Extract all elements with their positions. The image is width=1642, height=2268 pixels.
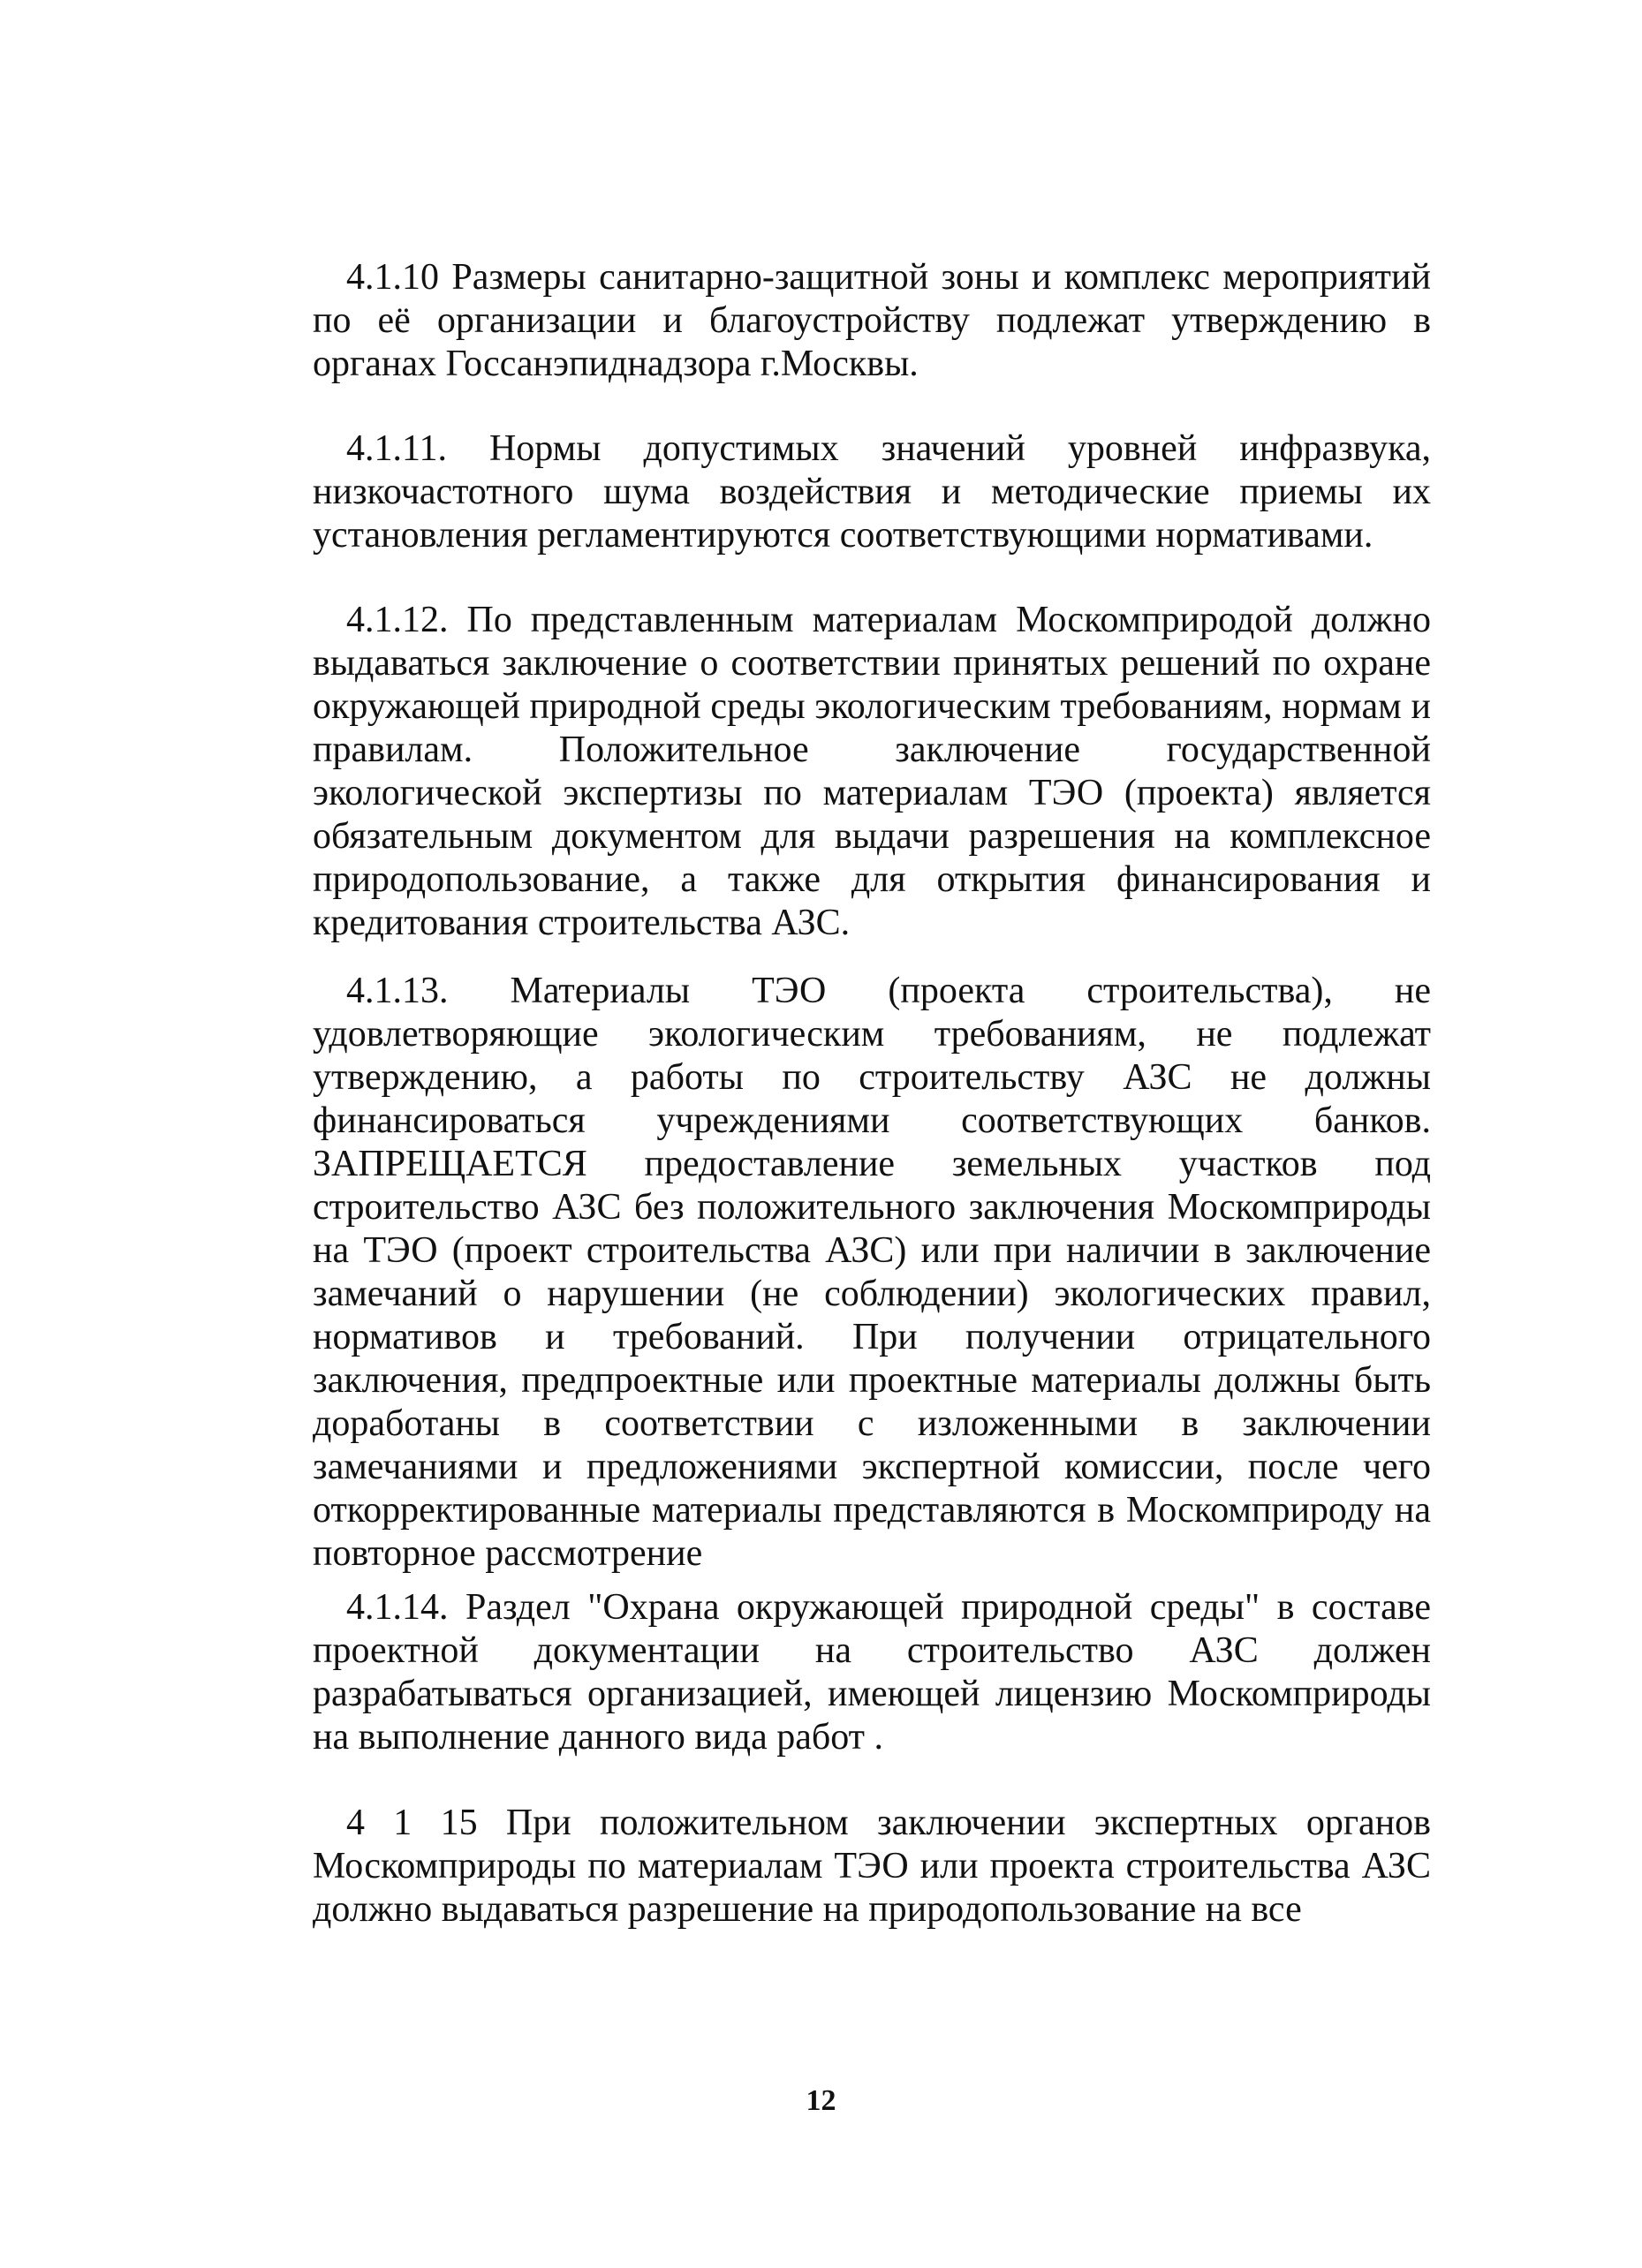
paragraph-text: 4.1.11. Нормы допустимых значений уровней инфразвука, низкочастотного шума воздействия и методические приемы их установления регламентируются соответствующими нормативами.: [313, 428, 1431, 556]
paragraph-4-1-13: [313, 970, 1431, 1576]
paragraph-4-1-15: [313, 1802, 1431, 1932]
paragraph-text: 4 1 15 При положительном заключении экспертных органов Москомприроды по материалам ТЭО или проекта строительства АЗС должно выдаваться разрешение на природопользование на все: [313, 1803, 1431, 1930]
paragraph-4-1-14: [313, 1586, 1431, 1759]
paragraph-text: 4.1.14. Раздел "Охрана окружающей природной среды" в составе проектной документации на строительство АЗС должен разрабатываться организацией, имеющей лицензию Москомприроды на выполнение данного вида работ .: [313, 1587, 1431, 1758]
page-number: 12: [806, 2084, 836, 2117]
paragraph-4-1-12: [313, 599, 1431, 945]
paragraph-4-1-11: [313, 427, 1431, 557]
paragraph-4-1-10: [313, 256, 1431, 386]
paragraph-text: 4.1.13. Материалы ТЭО (проекта строительства), не удовлетворяющие экологическим требованиям, не подлежат утверждению, а работы по строительству АЗС не должны финансироваться учреждениями соответствующих банков. ЗАПРЕЩАЕТСЯ предоставление земельных участков под строительство АЗС без положительного заключения Москомприроды на ТЭО (проект строительства АЗС) или при наличии в заключение замечаний о нарушении (не соблюдении) экологических правил, нормативов и требований. При получении отрицательного заключения, предпроектные или проектные материалы должны быть доработаны в соответствии с изложенными в заключении замечаниями и предложениями экспертной комиссии, после чего откорректированные материалы представляются в Москомприроду на повторное рассмотрение: [313, 971, 1431, 1574]
paragraph-text: 4.1.10 Размеры санитарно-защитной зоны и комплекс мероприятий по её организации и благоустройству подлежат утверждению в органах Госсанэпиднадзора г.Москвы.: [313, 257, 1431, 384]
paragraph-text: 4.1.12. По представленным материалам Москомприродой должно выдаваться заключение о соответствии принятых решений по охране окружающей природной среды экологическим требованиям, нормам и правилам. Положительное заключение государственной экологической экспертизы по материалам ТЭО (проекта) является обязательным документом для выдачи разрешения на комплексное природопользование, а также для открытия финансирования и кредитования строительства АЗС.: [313, 600, 1431, 943]
